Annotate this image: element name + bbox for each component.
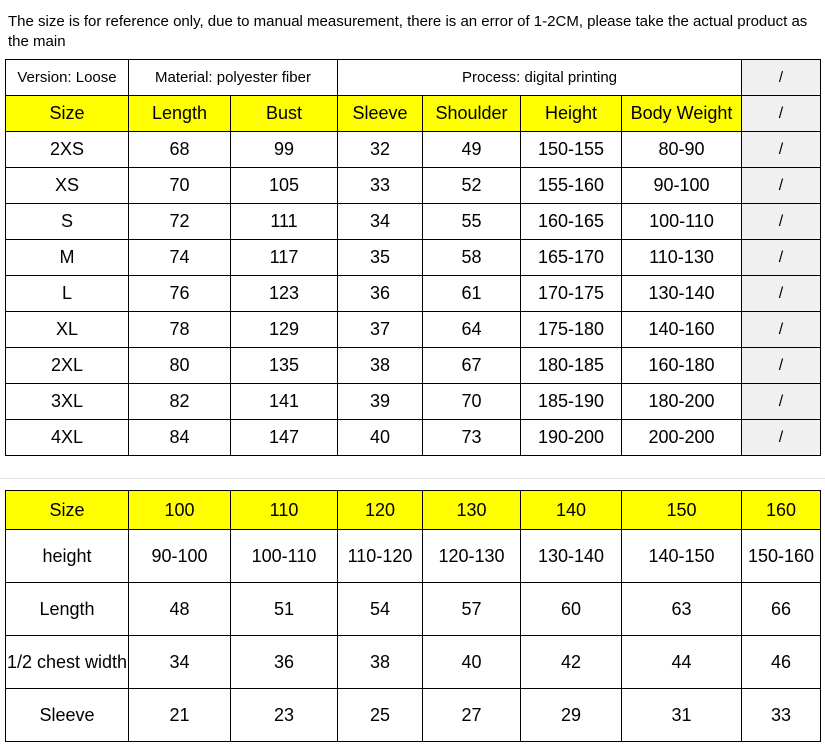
table-cell: 129 [231, 312, 338, 348]
table-cell: 111 [231, 204, 338, 240]
table-cell: 170-175 [521, 276, 622, 312]
table-cell: 34 [129, 636, 231, 689]
table-cell: 2XS [6, 132, 129, 168]
table-cell: 49 [423, 132, 521, 168]
table-cell: 105 [231, 168, 338, 204]
table-cell: 99 [231, 132, 338, 168]
table-cell: 130-140 [521, 530, 622, 583]
table-row [6, 312, 821, 348]
table-cell: 23 [231, 689, 338, 742]
table-cell: 110-130 [622, 240, 742, 276]
table-cell: 76 [129, 276, 231, 312]
version-cell: Version: Loose [6, 60, 129, 96]
table-cell: 42 [521, 636, 622, 689]
table-row [6, 583, 821, 636]
table-cell: 180-185 [521, 348, 622, 384]
divider [0, 478, 825, 479]
table-cell: 150-160 [742, 530, 821, 583]
table-cell: 55 [423, 204, 521, 240]
table-cell: 63 [622, 583, 742, 636]
table-cell: 36 [231, 636, 338, 689]
table-cell: 38 [338, 348, 423, 384]
table-cell: / [742, 204, 821, 240]
table-cell: XS [6, 168, 129, 204]
table-cell: 100-110 [622, 204, 742, 240]
table-cell: 74 [129, 240, 231, 276]
table-cell: 200-200 [622, 420, 742, 456]
table-cell: / [742, 348, 821, 384]
table-cell: 36 [338, 276, 423, 312]
table-cell: 123 [231, 276, 338, 312]
table-cell: M [6, 240, 129, 276]
table-cell: 180-200 [622, 384, 742, 420]
header-cell: Size [6, 491, 129, 530]
table-cell: 44 [622, 636, 742, 689]
table-cell: / [742, 132, 821, 168]
header-cell: Length [129, 96, 231, 132]
table-row [6, 204, 821, 240]
table-cell: 160-180 [622, 348, 742, 384]
table-cell: Sleeve [6, 689, 129, 742]
table-cell: 51 [231, 583, 338, 636]
table-cell: 21 [129, 689, 231, 742]
header-cell: Size [6, 96, 129, 132]
table-cell: 38 [338, 636, 423, 689]
table-cell: 29 [521, 689, 622, 742]
table-cell: 66 [742, 583, 821, 636]
table-cell: 68 [129, 132, 231, 168]
table-cell: 39 [338, 384, 423, 420]
kids-size-table [5, 490, 821, 742]
header-cell: 160 [742, 491, 821, 530]
table-cell: 37 [338, 312, 423, 348]
slash-cell: / [742, 60, 821, 96]
header-cell: 120 [338, 491, 423, 530]
adult-header-row [6, 96, 821, 132]
table-cell: 80 [129, 348, 231, 384]
table-cell: 147 [231, 420, 338, 456]
adult-meta-row [6, 60, 821, 96]
table-cell: / [742, 240, 821, 276]
table-cell: 35 [338, 240, 423, 276]
table-cell: / [742, 168, 821, 204]
table-cell: 185-190 [521, 384, 622, 420]
header-cell: Height [521, 96, 622, 132]
table-cell: 165-170 [521, 240, 622, 276]
table-cell: 32 [338, 132, 423, 168]
table-cell: 57 [423, 583, 521, 636]
table-cell: 73 [423, 420, 521, 456]
header-cell: Shoulder [423, 96, 521, 132]
header-cell: 100 [129, 491, 231, 530]
table-cell: 150-155 [521, 132, 622, 168]
table-cell: 60 [521, 583, 622, 636]
table-cell: 34 [338, 204, 423, 240]
table-cell: 40 [423, 636, 521, 689]
table-cell: 130-140 [622, 276, 742, 312]
table-cell: 48 [129, 583, 231, 636]
table-cell: 117 [231, 240, 338, 276]
table-cell: 141 [231, 384, 338, 420]
header-cell: 150 [622, 491, 742, 530]
table-cell: 155-160 [521, 168, 622, 204]
table-row [6, 240, 821, 276]
table-cell: 3XL [6, 384, 129, 420]
table-cell: 175-180 [521, 312, 622, 348]
header-cell: 110 [231, 491, 338, 530]
table-cell: 1/2 chest width [6, 636, 129, 689]
header-cell: / [742, 96, 821, 132]
table-cell: 190-200 [521, 420, 622, 456]
table-row [6, 636, 821, 689]
table-cell: 40 [338, 420, 423, 456]
header-cell: 130 [423, 491, 521, 530]
table-cell: 80-90 [622, 132, 742, 168]
reference-note: The size is for reference only, due to manual measurement, there is an error of 1-2CM, please take the actual product as the main [8, 13, 808, 50]
table-row [6, 276, 821, 312]
table-cell: / [742, 276, 821, 312]
table-cell: S [6, 204, 129, 240]
table-cell: 90-100 [622, 168, 742, 204]
table-cell: / [742, 384, 821, 420]
table-row [6, 384, 821, 420]
table-cell: XL [6, 312, 129, 348]
table-cell: 110-120 [338, 530, 423, 583]
header-cell: Sleeve [338, 96, 423, 132]
header-cell: 140 [521, 491, 622, 530]
kids-header-row [6, 491, 821, 530]
table-cell: 33 [742, 689, 821, 742]
table-cell: 67 [423, 348, 521, 384]
table-cell: 100-110 [231, 530, 338, 583]
process-cell: Process: digital printing [338, 60, 742, 96]
table-row [6, 168, 821, 204]
table-cell: 58 [423, 240, 521, 276]
table-cell: 78 [129, 312, 231, 348]
table-cell: / [742, 420, 821, 456]
table-cell: 54 [338, 583, 423, 636]
table-cell: / [742, 312, 821, 348]
table-cell: 31 [622, 689, 742, 742]
table-cell: 160-165 [521, 204, 622, 240]
table-cell: 52 [423, 168, 521, 204]
table-cell: 4XL [6, 420, 129, 456]
table-cell: height [6, 530, 129, 583]
table-cell: 61 [423, 276, 521, 312]
table-cell: 27 [423, 689, 521, 742]
table-cell: 82 [129, 384, 231, 420]
table-cell: 70 [129, 168, 231, 204]
table-cell: Length [6, 583, 129, 636]
header-cell: Bust [231, 96, 338, 132]
table-cell: 135 [231, 348, 338, 384]
table-row [6, 530, 821, 583]
table-cell: 90-100 [129, 530, 231, 583]
material-cell: Material: polyester fiber [129, 60, 338, 96]
header-cell: Body Weight [622, 96, 742, 132]
table-cell: L [6, 276, 129, 312]
table-cell: 46 [742, 636, 821, 689]
table-cell: 64 [423, 312, 521, 348]
table-row [6, 420, 821, 456]
table-row [6, 348, 821, 384]
table-cell: 140-150 [622, 530, 742, 583]
table-cell: 72 [129, 204, 231, 240]
table-row [6, 689, 821, 742]
adult-size-table [5, 59, 821, 456]
table-cell: 120-130 [423, 530, 521, 583]
table-cell: 25 [338, 689, 423, 742]
table-cell: 70 [423, 384, 521, 420]
table-cell: 2XL [6, 348, 129, 384]
table-row [6, 132, 821, 168]
table-cell: 33 [338, 168, 423, 204]
table-cell: 140-160 [622, 312, 742, 348]
table-cell: 84 [129, 420, 231, 456]
